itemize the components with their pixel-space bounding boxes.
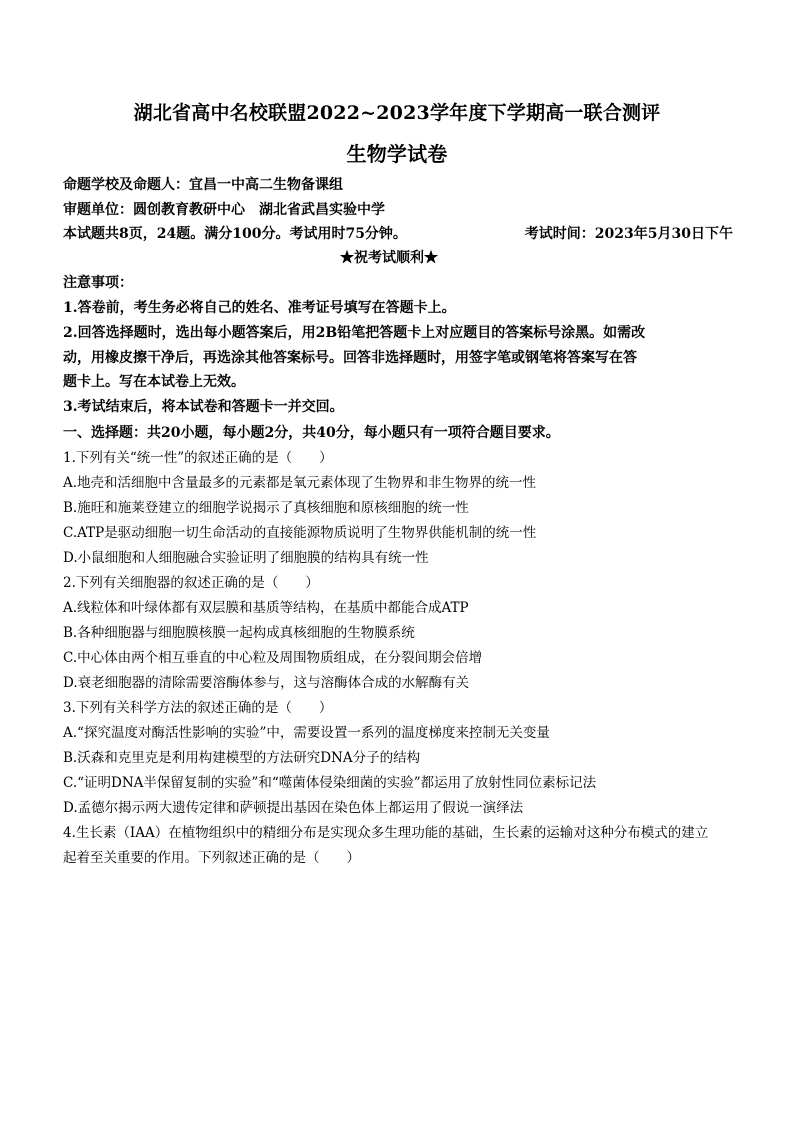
question-3-option-c: C.“证明DNA半保留复制的实验”和“噬菌体侵染细菌的实验”都运用了放射性同位素标记法: [63, 775, 597, 791]
question-4-stem-line-2: 起着至关重要的作用。下列叙述正确的是（ ）: [63, 850, 360, 866]
notice-item-3: 3.考试结束后，将本试卷和答题卡一并交回。: [63, 399, 344, 415]
notice-heading: 注意事项：: [63, 275, 133, 291]
question-2-option-b: B.各种细胞器与细胞膜核膜一起构成真核细胞的生物膜系统: [63, 625, 415, 641]
notice-item-1: 1.答卷前，考生务必将自己的姓名、准考证号填写在答题卡上。: [63, 300, 456, 316]
exam-scope: 本试题共8页，24题。满分100分。考试用时75分钟。: [63, 226, 407, 242]
question-2-option-c: C.中心体由两个相互垂直的中心粒及周围物质组成，在分裂间期会倍增: [63, 650, 483, 666]
question-1-option-c: C.ATP是驱动细胞一切生命活动的直接能源物质说明了生物界供能机制的统一性: [63, 525, 537, 541]
question-3-option-b: B.沃森和克里克是利用构建模型的方法研究DNA分子的结构: [63, 750, 421, 766]
question-3-option-d: D.孟德尔揭示两大遗传定律和萨顿提出基因在染色体上都运用了假说一演绎法: [63, 800, 524, 816]
exam-info-line: [63, 225, 733, 243]
question-2-option-a: A.线粒体和叶绿体都有双层膜和基质等结构，在基质中都能合成ATP: [63, 600, 469, 616]
author-line: 命题学校及命题人：宜昌一中高二生物备课组: [63, 177, 343, 193]
notice-item-2-line-3: 题卡上。写在本试卷上无效。: [63, 374, 245, 390]
notice-item-2-line-1: 2.回答选择题时，选出每小题答案后，用2B铅笔把答题卡上对应题目的答案标号涂黑。如需改: [63, 325, 646, 341]
notice-item-2-line-2: 动，用橡皮擦干净后，再选涂其他答案标号。回答非选择题时，用签字笔或钢笔将答案写在答: [63, 350, 637, 366]
question-2-option-d: D.衰老细胞器的清除需要溶酶体参与，这与溶酶体合成的水解酶有关: [63, 675, 470, 691]
exam-title: 湖北省高中名校联盟2022~2023学年度下学期高一联合测评: [133, 102, 661, 124]
question-1-option-d: D.小鼠细胞和人细胞融合实验证明了细胞膜的结构具有统一性: [63, 550, 429, 566]
question-3-stem: 3.下列有关科学方法的叙述正确的是（ ）: [63, 700, 333, 716]
section-heading: 一、选择题：共20小题，每小题2分，共40分，每小题只有一项符合题目要求。: [63, 425, 560, 441]
reviewer-line: 审题单位：圆创教育教研中心 湖北省武昌实验中学: [63, 202, 385, 218]
question-2-stem: 2.下列有关细胞器的叙述正确的是（ ）: [63, 575, 319, 591]
question-1-stem: 1.下列有关“统一性”的叙述正确的是（ ）: [63, 450, 333, 466]
question-3-option-a: A.“探究温度对酶活性影响的实验”中，需要设置一系列的温度梯度来控制无关变量: [63, 725, 550, 741]
good-luck-wish: ★祝考试顺利★: [340, 250, 438, 266]
exam-subtitle: 生物学试卷: [346, 142, 448, 166]
exam-time: 考试时间：2023年5月30日下午: [524, 226, 733, 242]
question-4-stem-line-1: 4.生长素（IAA）在植物组织中的精细分布是实现众多生理功能的基础，生长素的运输对这种分布模式的建立: [63, 825, 709, 841]
question-1-option-b: B.施旺和施莱登建立的细胞学说揭示了真核细胞和原核细胞的统一性: [63, 500, 469, 516]
question-1-option-a: A.地壳和活细胞中含量最多的元素都是氧元素体现了生物界和非生物界的统一性: [63, 475, 537, 491]
